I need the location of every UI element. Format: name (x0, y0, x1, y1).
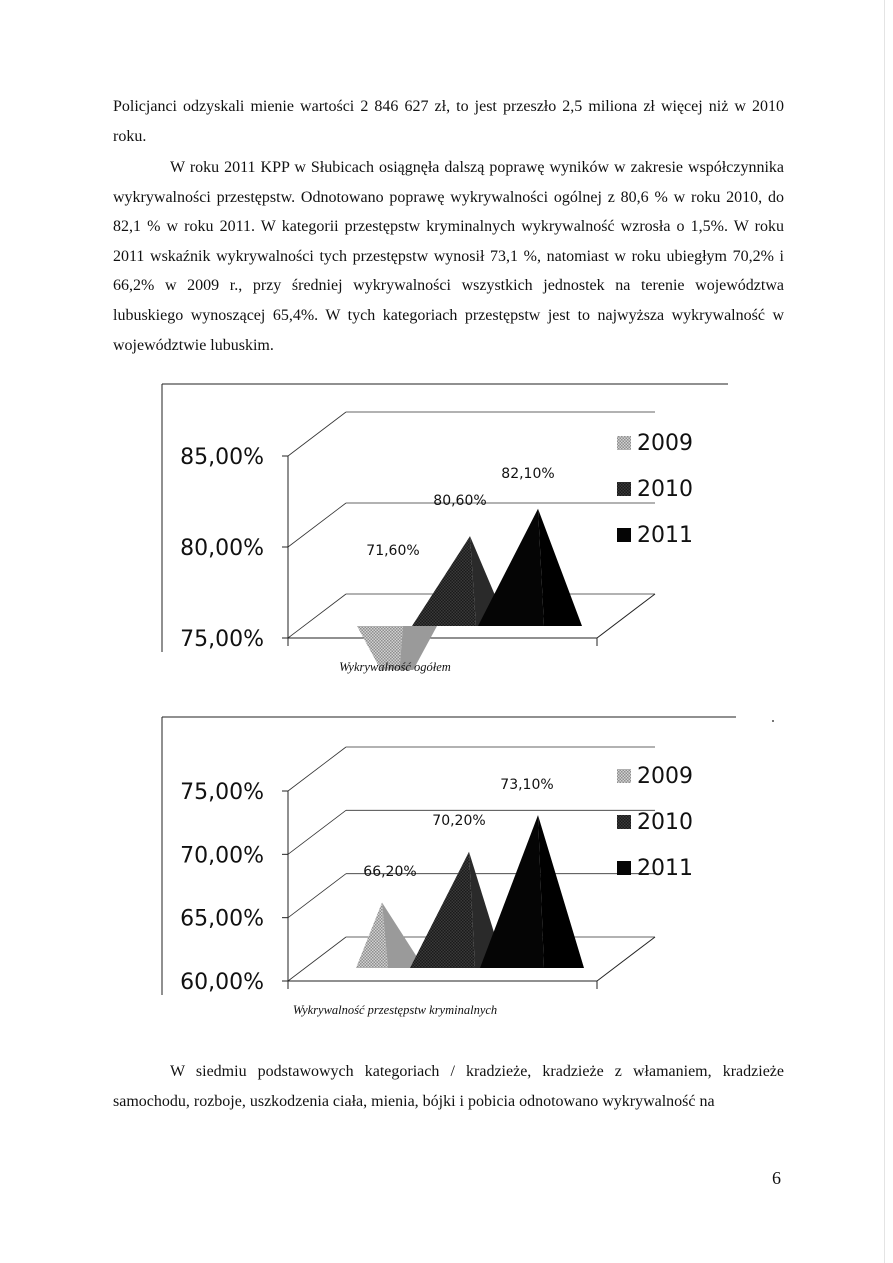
legend-label: 2010 (637, 477, 693, 502)
chart-criminal-detection (0, 705, 893, 1005)
grid-diagonal (288, 874, 346, 918)
chart-overall-detection (0, 370, 893, 670)
grid-diagonal (288, 937, 346, 981)
data-label: 70,20% (432, 813, 486, 829)
data-label: 73,10% (500, 777, 554, 793)
page-number: 6 (772, 1168, 781, 1188)
data-label: 66,20% (363, 864, 417, 880)
scan-edge-line (884, 0, 885, 1263)
paragraph-recovered-property: Policjanci odzyskali mienie wartości 2 846 627 zł, to jest przeszło 2,5 miliona zł więcej niż w 2010 roku. (113, 98, 784, 145)
peak-2011-side (538, 509, 582, 626)
legend-label: 2009 (637, 431, 693, 456)
y-tick-label: 60,00% (180, 970, 264, 995)
grid-diagonal (288, 412, 346, 456)
peak-2011-front (480, 815, 544, 968)
scan-speck (772, 720, 774, 722)
legend-swatch-2010 (617, 482, 631, 496)
legend-label: 2009 (637, 764, 693, 789)
y-tick-label: 65,00% (180, 906, 264, 932)
peak-2011-side (538, 815, 584, 968)
peak-2010-front (410, 852, 475, 968)
legend-swatch-2010 (617, 815, 631, 829)
peak-2010-front (412, 536, 476, 626)
paragraph-seven-categories: W siedmiu podstawowych kategoriach / kradzieże, kradzieże z włamaniem, kradzieże samochodu, rozboje, uszkodzenia ciała, mienia, bójki i pobicia odnotowano wykrywalność na (113, 1063, 784, 1110)
y-tick-label: 70,00% (180, 843, 264, 869)
data-label: 82,10% (501, 466, 555, 482)
legend-label: 2010 (637, 810, 693, 835)
chart-caption-criminal: Wykrywalność przestępstw kryminalnych (292, 1003, 498, 1017)
legend-swatch-2011 (617, 528, 631, 542)
chart-caption-overall: Wykrywalność ogółem (339, 660, 451, 674)
y-tick-label: 75,00% (180, 780, 264, 805)
peak-2011-front (478, 509, 544, 626)
grid-diagonal (288, 747, 346, 791)
floor-side-edge (597, 937, 655, 981)
grid-diagonal (288, 594, 346, 638)
legend-label: 2011 (637, 856, 693, 881)
grid-diagonal (288, 503, 346, 547)
grid-diagonal (288, 810, 346, 854)
paragraph-detection-rate: W roku 2011 KPP w Słubicach osiągnęła dalszą poprawę wyników w zakresie współczynnika wykrywalności przestępstw. Odnotowano poprawę wykrywalności ogólnej z 80,6 % w roku 2010, do 82,1 % w roku 2011. W kategorii przestępstw kryminalnych wykrywalność wzrosła o 1,5%. W roku 2011 wskaźnik wykrywalności tych przestępstw wynosił 73,1 %, natomiast w roku ubiegłym 70,2% i 66,2% w 2009 r., przy średniej wykrywalności wszystkich jednostek na terenie województwa lubuskiego wynoszącej 65,4%. W tych kategoriach przestępstw jest to najwyższa wykrywalność w województwie lubuskim. (113, 159, 784, 354)
floor-side-edge (597, 594, 655, 638)
legend-swatch-2009 (617, 436, 631, 450)
legend-swatch-2011 (617, 861, 631, 875)
y-tick-label: 85,00% (180, 445, 264, 470)
legend-label: 2011 (637, 523, 693, 548)
legend-swatch-2009 (617, 769, 631, 783)
y-tick-label: 75,00% (180, 627, 264, 652)
y-tick-label: 80,00% (180, 536, 264, 561)
data-label: 71,60% (366, 543, 420, 559)
data-label: 80,60% (433, 493, 487, 509)
